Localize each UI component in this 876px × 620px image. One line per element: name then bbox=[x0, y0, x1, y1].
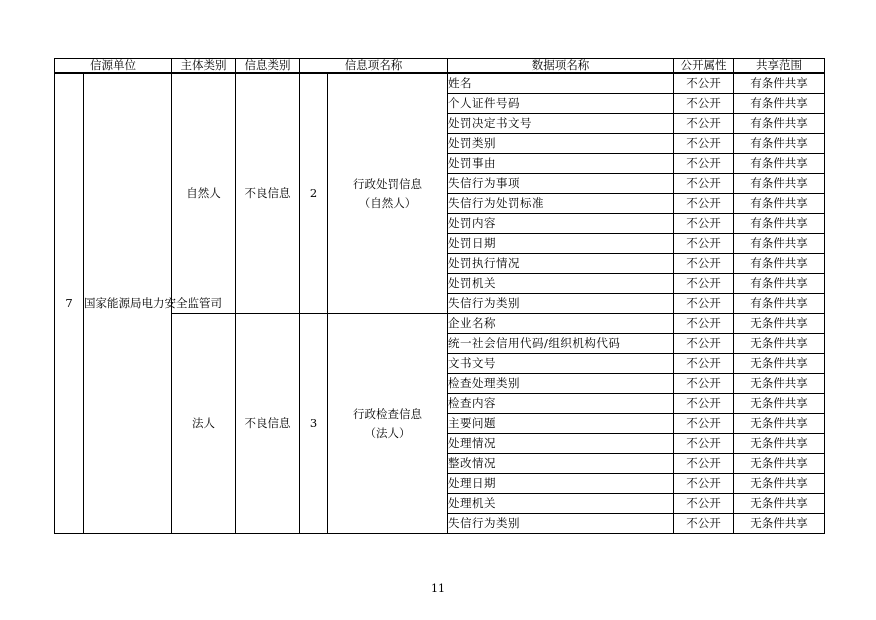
share-scope: 有条件共享 bbox=[734, 134, 825, 154]
data-item-name: 处罚类别 bbox=[448, 134, 674, 154]
data-item-name: 处理日期 bbox=[448, 474, 674, 494]
info-item-scope: （自然人） bbox=[358, 195, 417, 210]
share-scope: 无条件共享 bbox=[734, 334, 825, 354]
info-item-name: 行政处罚信息 bbox=[353, 176, 422, 191]
open-attr: 不公开 bbox=[674, 194, 734, 214]
open-attr: 不公开 bbox=[674, 73, 734, 94]
open-attr: 不公开 bbox=[674, 234, 734, 254]
data-item-name: 主要问题 bbox=[448, 414, 674, 434]
share-scope: 有条件共享 bbox=[734, 114, 825, 134]
data-item-name: 处罚决定书文号 bbox=[448, 114, 674, 134]
share-scope: 有条件共享 bbox=[734, 274, 825, 294]
data-item-name: 处理情况 bbox=[448, 434, 674, 454]
share-scope: 无条件共享 bbox=[734, 394, 825, 414]
header-data-item-name: 数据项名称 bbox=[448, 59, 674, 74]
data-item-name: 处理机关 bbox=[448, 494, 674, 514]
data-item-name: 处罚事由 bbox=[448, 154, 674, 174]
share-scope: 无条件共享 bbox=[734, 494, 825, 514]
open-attr: 不公开 bbox=[674, 374, 734, 394]
open-attr: 不公开 bbox=[674, 94, 734, 114]
header-source-unit: 信源单位 bbox=[55, 59, 172, 74]
share-scope: 无条件共享 bbox=[734, 474, 825, 494]
data-item-name: 姓名 bbox=[448, 73, 674, 94]
open-attr: 不公开 bbox=[674, 494, 734, 514]
open-attr: 不公开 bbox=[674, 454, 734, 474]
header-share-scope: 共享范围 bbox=[734, 59, 825, 74]
header-open-attr: 公开属性 bbox=[674, 59, 734, 74]
table-row bbox=[55, 73, 825, 94]
open-attr: 不公开 bbox=[674, 114, 734, 134]
header-subject-type: 主体类别 bbox=[172, 59, 236, 74]
data-item-name: 个人证件号码 bbox=[448, 94, 674, 114]
open-attr: 不公开 bbox=[674, 274, 734, 294]
share-scope: 有条件共享 bbox=[734, 174, 825, 194]
share-scope: 有条件共享 bbox=[734, 94, 825, 114]
open-attr: 不公开 bbox=[674, 334, 734, 354]
unit-number: 7 bbox=[55, 73, 84, 534]
info-item-name-cell bbox=[328, 73, 448, 314]
data-item-name: 处罚内容 bbox=[448, 214, 674, 234]
share-scope: 有条件共享 bbox=[734, 234, 825, 254]
info-item-name-cell bbox=[328, 314, 448, 534]
data-item-name: 处罚机关 bbox=[448, 274, 674, 294]
share-scope: 无条件共享 bbox=[734, 374, 825, 394]
header-info-item-name: 信息项名称 bbox=[300, 59, 448, 74]
data-item-name: 检查处理类别 bbox=[448, 374, 674, 394]
info-type-cell: 不良信息 bbox=[236, 314, 300, 534]
share-scope: 无条件共享 bbox=[734, 454, 825, 474]
data-item-name: 整改情况 bbox=[448, 454, 674, 474]
open-attr: 不公开 bbox=[674, 414, 734, 434]
data-item-name: 检查内容 bbox=[448, 394, 674, 414]
open-attr: 不公开 bbox=[674, 174, 734, 194]
subject-type-cell: 自然人 bbox=[172, 73, 236, 314]
data-item-name: 企业名称 bbox=[448, 314, 674, 334]
data-item-name: 失信行为事项 bbox=[448, 174, 674, 194]
subject-type-cell: 法人 bbox=[172, 314, 236, 534]
share-scope: 有条件共享 bbox=[734, 254, 825, 274]
data-item-name: 处罚日期 bbox=[448, 234, 674, 254]
page-number: 11 bbox=[431, 582, 445, 595]
open-attr: 不公开 bbox=[674, 514, 734, 534]
data-item-name: 失信行为类别 bbox=[448, 514, 674, 534]
table-body bbox=[55, 73, 825, 534]
share-scope: 有条件共享 bbox=[734, 294, 825, 314]
open-attr: 不公开 bbox=[674, 474, 734, 494]
share-scope: 无条件共享 bbox=[734, 314, 825, 334]
open-attr: 不公开 bbox=[674, 354, 734, 374]
share-scope: 有条件共享 bbox=[734, 154, 825, 174]
data-item-name: 失信行为类别 bbox=[448, 294, 674, 314]
info-item-seq: 2 bbox=[300, 73, 328, 314]
data-item-name: 失信行为处罚标准 bbox=[448, 194, 674, 214]
share-scope: 有条件共享 bbox=[734, 214, 825, 234]
open-attr: 不公开 bbox=[674, 134, 734, 154]
share-scope: 有条件共享 bbox=[734, 194, 825, 214]
open-attr: 不公开 bbox=[674, 434, 734, 454]
share-scope: 有条件共享 bbox=[734, 73, 825, 94]
data-item-name: 文书文号 bbox=[448, 354, 674, 374]
share-scope: 无条件共享 bbox=[734, 414, 825, 434]
open-attr: 不公开 bbox=[674, 154, 734, 174]
open-attr: 不公开 bbox=[674, 254, 734, 274]
data-catalog-table bbox=[54, 58, 825, 534]
info-item-name: 行政检查信息 bbox=[353, 406, 422, 421]
open-attr: 不公开 bbox=[674, 294, 734, 314]
info-item-scope: （法人） bbox=[364, 425, 411, 440]
data-item-name: 统一社会信用代码/组织机构代码 bbox=[448, 334, 674, 354]
header-info-type: 信息类别 bbox=[236, 59, 300, 74]
info-type-cell: 不良信息 bbox=[236, 73, 300, 314]
open-attr: 不公开 bbox=[674, 314, 734, 334]
data-item-name: 处罚执行情况 bbox=[448, 254, 674, 274]
open-attr: 不公开 bbox=[674, 394, 734, 414]
share-scope: 无条件共享 bbox=[734, 354, 825, 374]
open-attr: 不公开 bbox=[674, 214, 734, 234]
share-scope: 无条件共享 bbox=[734, 514, 825, 534]
share-scope: 无条件共享 bbox=[734, 434, 825, 454]
header-row bbox=[55, 59, 825, 74]
unit-name: 国家能源局电力安全监管司 bbox=[84, 73, 172, 534]
info-item-seq: 3 bbox=[300, 314, 328, 534]
